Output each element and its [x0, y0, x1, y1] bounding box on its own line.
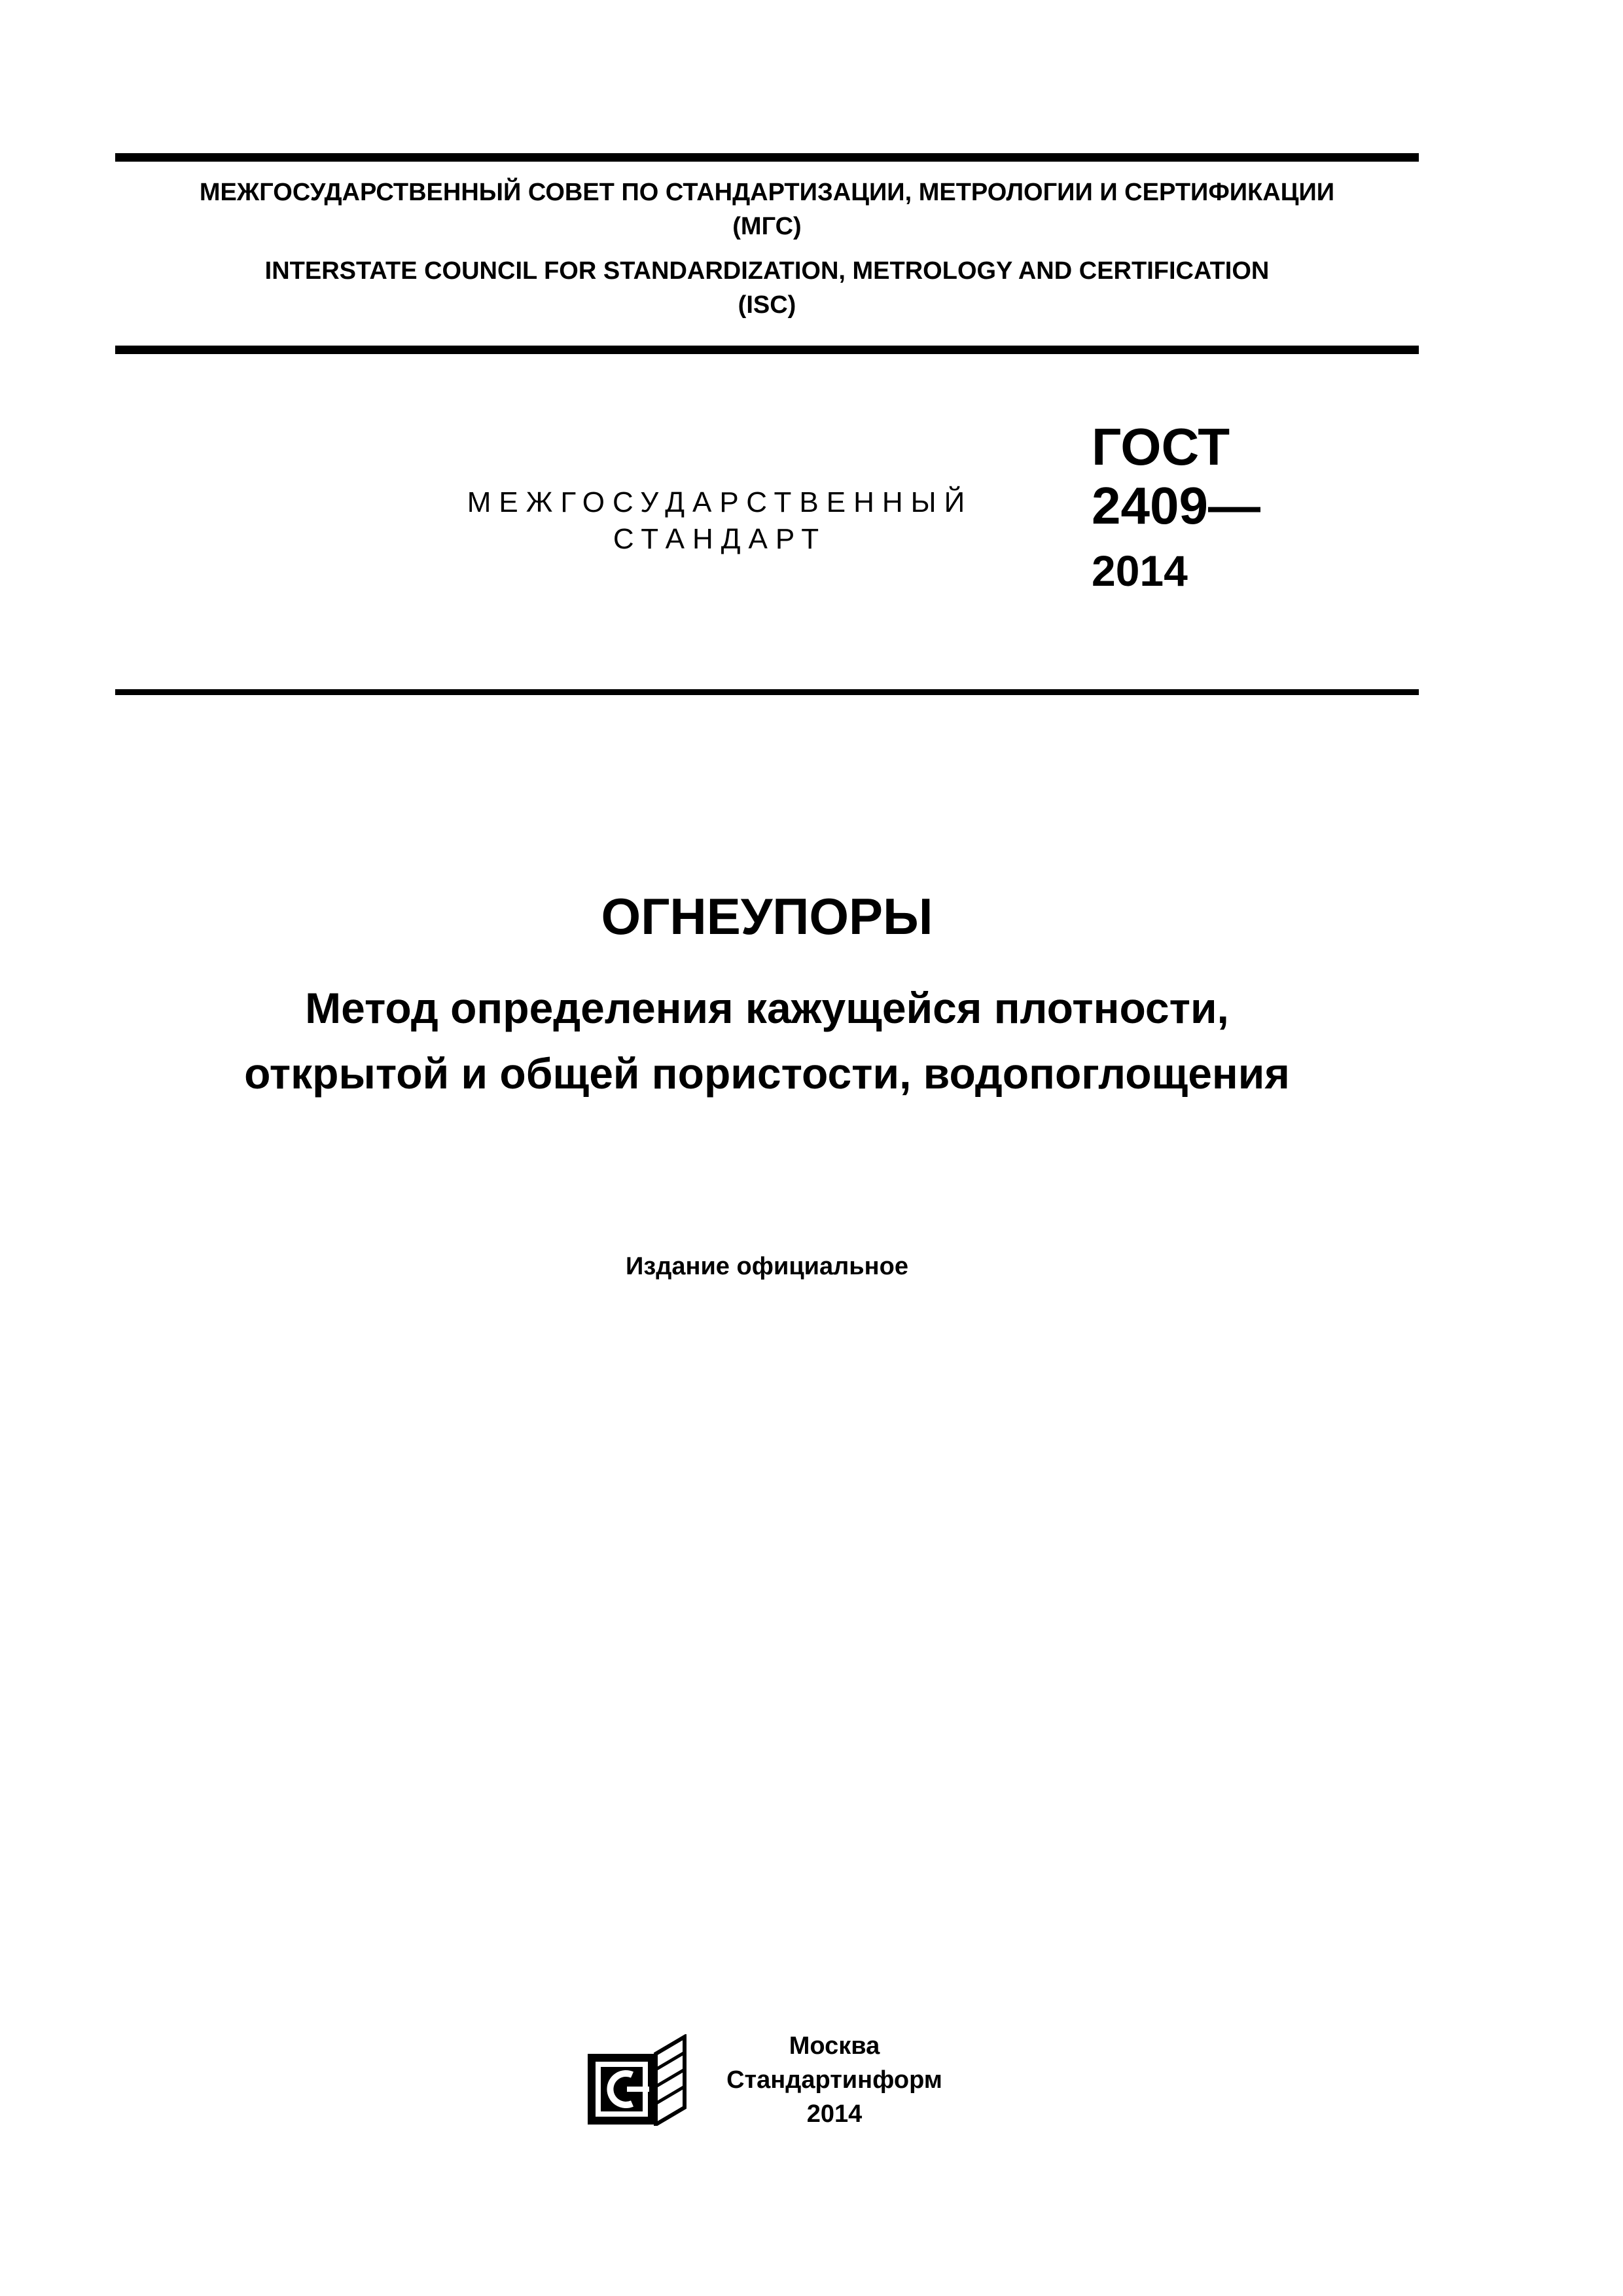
subtitle-line1: Метод определения кажущейся плотности,	[305, 984, 1229, 1032]
edition-note: Издание официальное	[626, 1253, 908, 1280]
document-subtitle	[115, 975, 1419, 1106]
publisher-block	[713, 2029, 955, 2131]
publisher-name: Стандартинформ	[726, 2066, 942, 2094]
council-name-ru-line: МЕЖГОСУДАРСТВЕННЫЙ СОВЕТ ПО СТАНДАРТИЗАЦИИ, МЕТРОЛОГИИ И СЕРТИФИКАЦИИ	[199, 179, 1335, 206]
standard-type-line1: МЕЖГОСУДАРСТВЕННЫЙ	[467, 486, 973, 518]
subtitle-line2: открытой и общей пористости, водопоглощения	[244, 1049, 1290, 1098]
bottom-rule	[115, 689, 1419, 695]
council-abbr-ru: (МГС)	[732, 213, 802, 240]
document-title: ОГНЕУПОРЫ	[601, 888, 933, 945]
standard-number: 2409—	[1092, 476, 1260, 535]
top-rule	[115, 153, 1419, 162]
council-abbr-en: (ISC)	[738, 291, 796, 319]
gost-label: ГОСТ	[1092, 418, 1230, 476]
council-name-en	[115, 254, 1419, 322]
standartinform-logo-icon	[586, 2034, 688, 2126]
council-name-ru	[115, 175, 1419, 243]
standard-type-line2: СТАНДАРТ	[613, 523, 827, 555]
standard-designation	[1092, 418, 1260, 535]
publisher-city: Москва	[789, 2032, 880, 2060]
council-name-en-line: INTERSTATE COUNCIL FOR STANDARDIZATION, METROLOGY AND CERTIFICATION	[264, 257, 1270, 285]
middle-rule	[115, 346, 1419, 354]
publisher-year: 2014	[806, 2100, 863, 2128]
standard-type	[386, 484, 1054, 558]
standard-year: 2014	[1092, 547, 1188, 595]
